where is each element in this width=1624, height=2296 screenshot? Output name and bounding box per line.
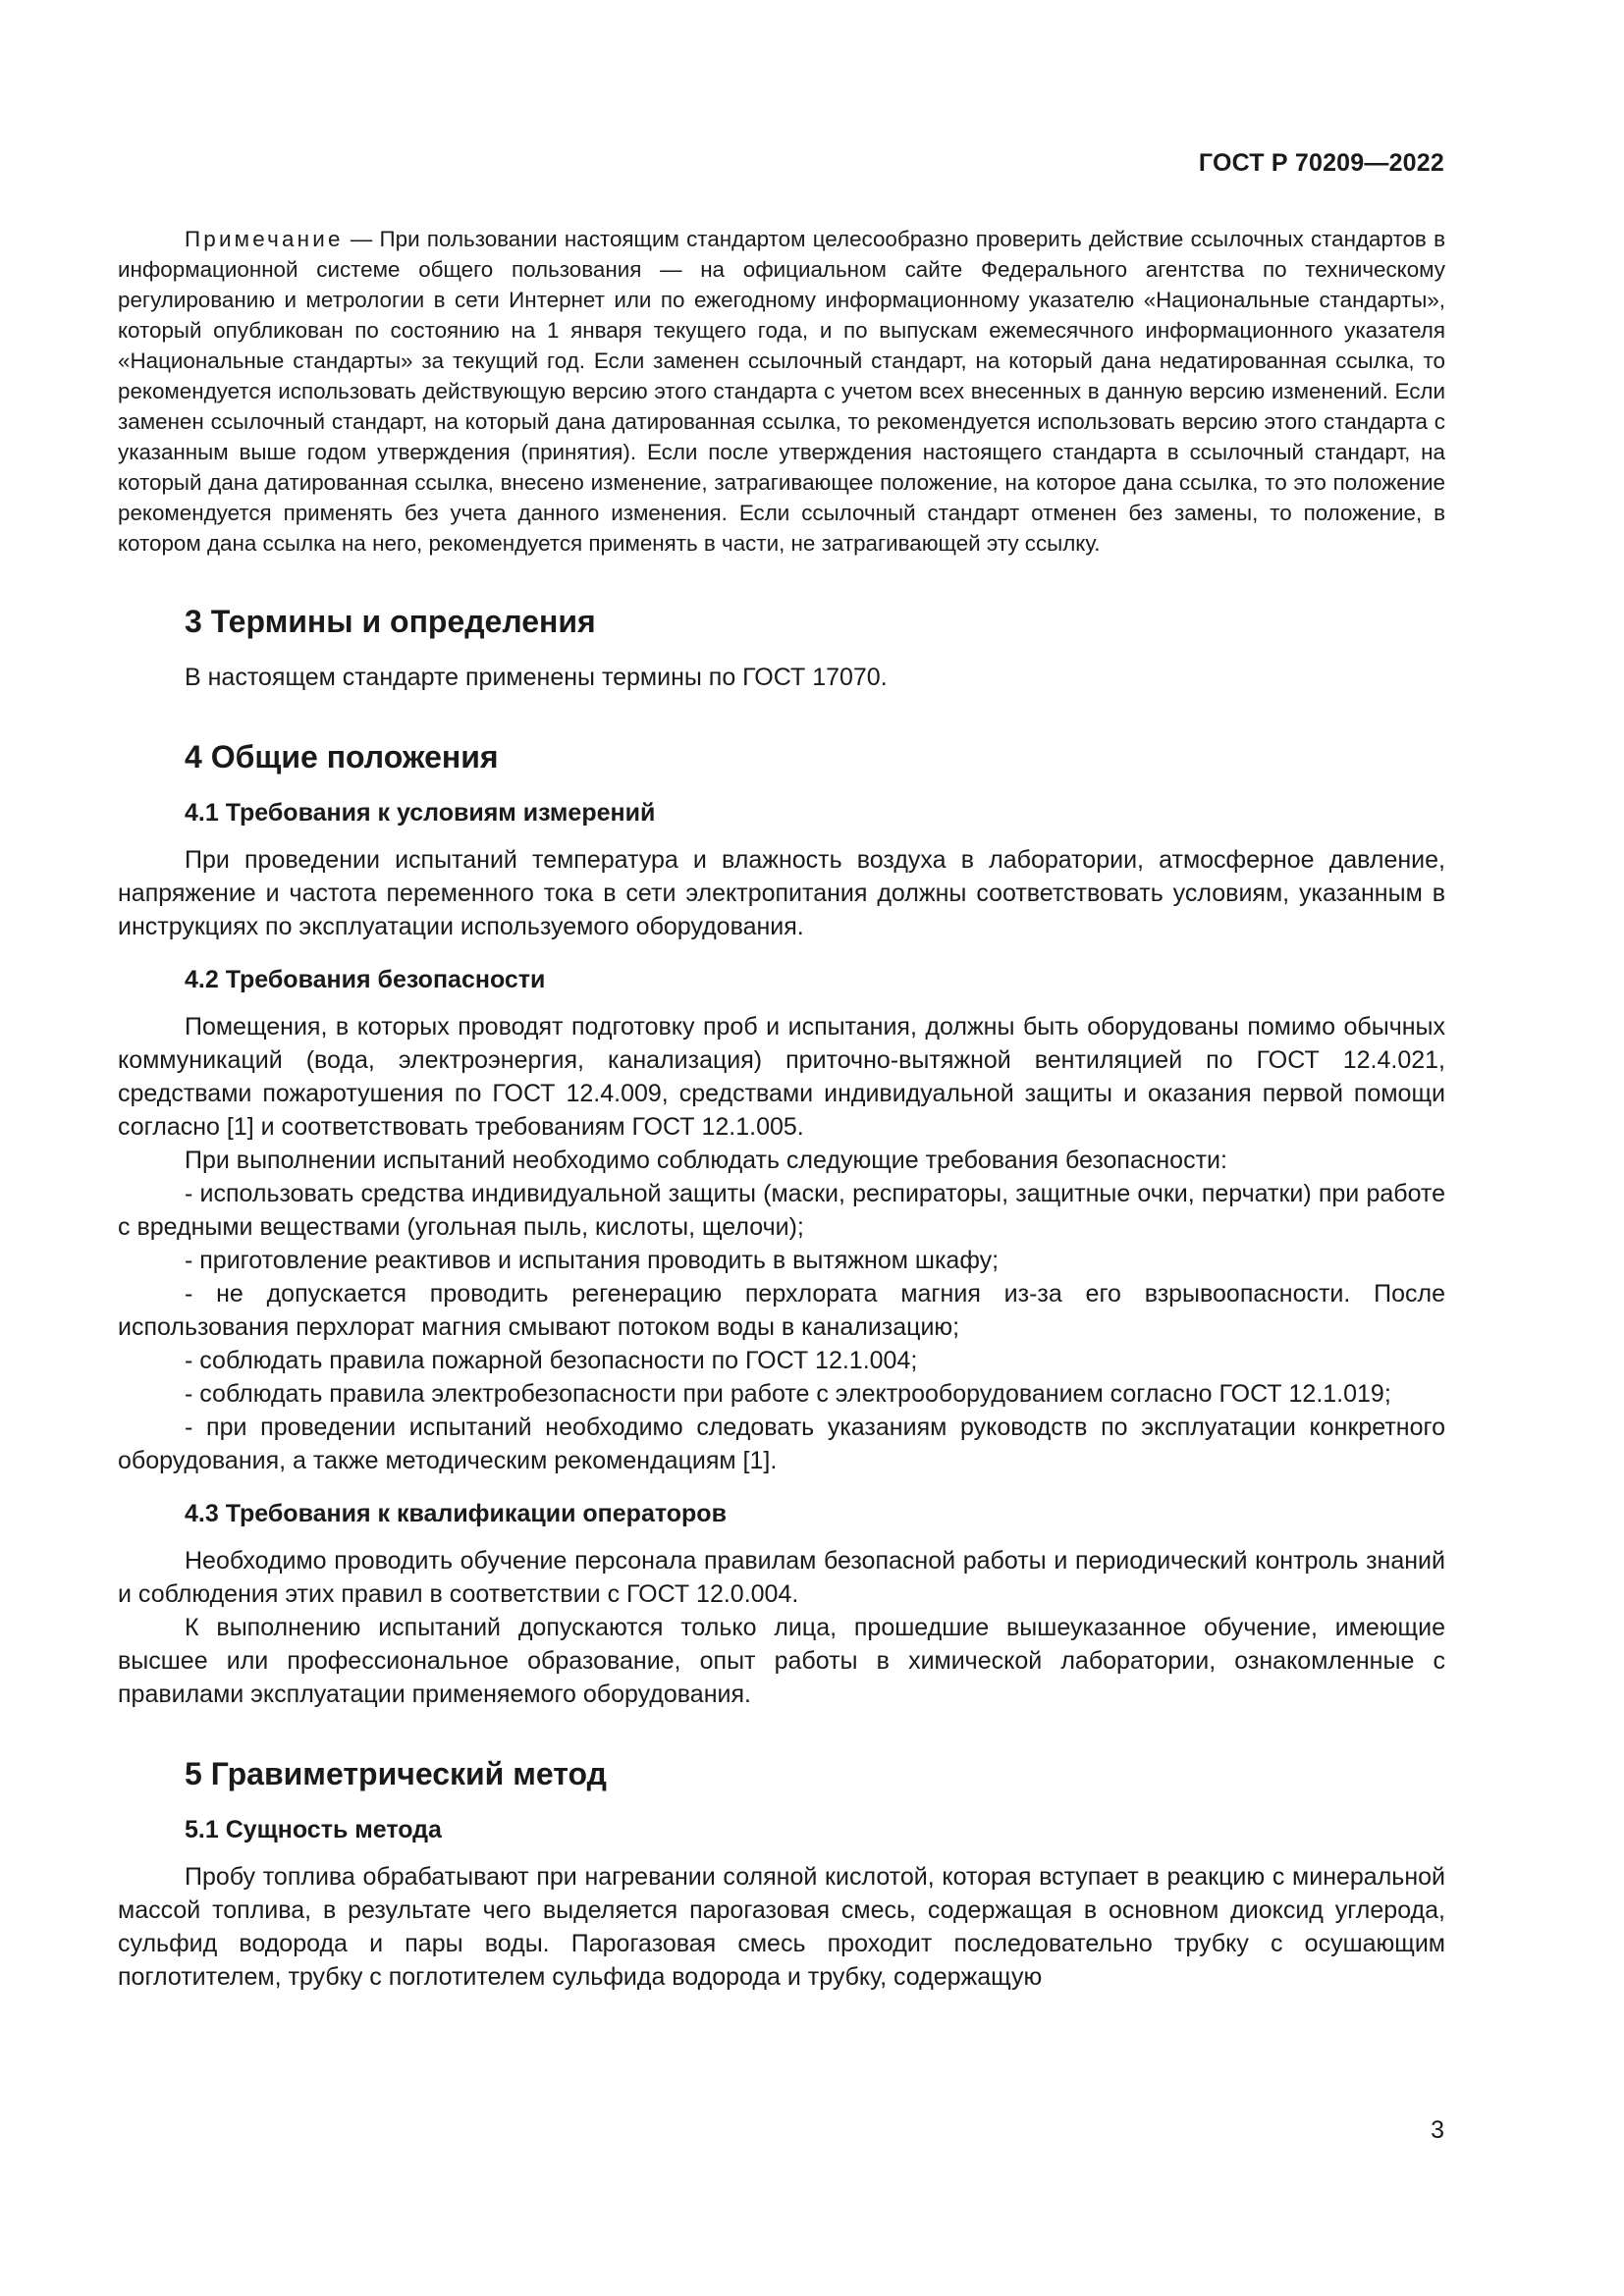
document-code: ГОСТ Р 70209—2022: [1198, 149, 1444, 177]
section-4-2-paragraph: Помещения, в которых проводят подготовку проб и испытания, должны быть оборудованы помимо обычных коммуникаций (вода, электроэнергия, канализация) приточно-вытяжной вентиляцией по ГОСТ 12.4.021, средствами пожаротушения по ГОСТ 12.4.009, средствами индивидуальной защиты и оказания первой помощи согласно [1] и соответствовать требованиям ГОСТ 12.1.005.: [118, 1013, 1445, 1141]
document-body: [118, 224, 1445, 1994]
safety-list-item: - соблюдать правила пожарной безопасности по ГОСТ 12.1.004;: [185, 1347, 918, 1374]
safety-list-item: - приготовление реактивов и испытания проводить в вытяжном шкафу;: [185, 1247, 1000, 1274]
note-text: — При пользовании настоящим стандартом целесообразно проверить действие ссылочных стандартов в информационной системе общего пользования — на официальном сайте Федерального агентства по техническому регулированию и метрологии в сети Интернет или по ежегодному информационному указателю «Национальные стандарты», который опубликован по состоянию на 1 января текущего года, и по выпускам ежемесячного информационного указателя «Национальные стандарты» за текущий год. Если заменен ссылочный стандарт, на который дана недатированная ссылка, то рекомендуется использовать действующую версию этого стандарта с учетом всех внесенных в данную версию изменений. Если заменен ссылочный стандарт, на который дана датированная ссылка, то рекомендуется использовать версию этого стандарта с указанным выше годом утверждения (принятия). Если после утверждения настоящего стандарта в ссылочный стандарт, на который дана датированная ссылка, внесено изменение, затрагивающее положение, на которое дана ссылка, то это положение рекомендуется применять без учета данного изменения. Если ссылочный стандарт отменен без замены, то положение, в котором дана ссылка на него, рекомендуется применять в части, не затрагивающей эту ссылку.: [118, 227, 1445, 556]
section-3-title: 3 Термины и определения: [185, 604, 596, 639]
section-4-3-paragraph: К выполнению испытаний допускаются только лица, прошедшие вышеуказанное обучение, имеющие высшее или профессиональное образование, опыт работы в химической лаборатории, ознакомленные с правилами эксплуатации применяемого оборудования.: [118, 1614, 1445, 1708]
page-number: 3: [1431, 2116, 1444, 2144]
section-4-1-paragraph: При проведении испытаний температура и влажность воздуха в лаборатории, атмосферное давление, напряжение и частота переменного тока в сети электропитания должны соответствовать условиям, указанным в инструкциях по эксплуатации используемого оборудования.: [118, 846, 1445, 940]
reference-note: [118, 224, 1445, 559]
note-label: Примечание: [185, 227, 344, 251]
section-5-1-paragraph: Пробу топлива обрабатывают при нагревании соляной кислотой, которая вступает в реакцию с минеральной массой топлива, в результате чего выделяется парогазовая смесь, содержащая в основном диоксид углерода, сульфид водорода и пары воды. Парогазовая смесь проходит последовательно трубку с осушающим поглотителем, трубку с поглотителем сульфида водорода и трубку, содержащую: [118, 1863, 1445, 1991]
safety-list-item: - при проведении испытаний необходимо следовать указаниям руководств по эксплуатации конкретного оборудования, а также методическим рекомендациям [1].: [118, 1414, 1445, 1474]
section-4-2-paragraph: При выполнении испытаний необходимо соблюдать следующие требования безопасности:: [185, 1147, 1227, 1174]
safety-list-item: - не допускается проводить регенерацию перхлората магния из-за его взрывоопасности. После использования перхлорат магния смывают потоком воды в канализацию;: [118, 1280, 1445, 1341]
section-5-title: 5 Гравиметрический метод: [185, 1756, 607, 1791]
section-4-1-title: 4.1 Требования к условиям измерений: [185, 799, 656, 827]
section-4-3-title: 4.3 Требования к квалификации операторов: [185, 1500, 727, 1527]
section-4-2-title: 4.2 Требования безопасности: [185, 966, 546, 993]
safety-list-item: - использовать средства индивидуальной защиты (маски, респираторы, защитные очки, перчатки) при работе с вредными веществами (угольная пыль, кислоты, щелочи);: [118, 1180, 1445, 1241]
section-4-title: 4 Общие положения: [185, 739, 499, 774]
section-5-1-title: 5.1 Сущность метода: [185, 1816, 442, 1843]
section-4-3-paragraph: Необходимо проводить обучение персонала правилам безопасной работы и периодический контроль знаний и соблюдения этих правил в соответствии с ГОСТ 12.0.004.: [118, 1547, 1445, 1608]
section-3-paragraph: В настоящем стандарте применены термины по ГОСТ 17070.: [185, 664, 888, 691]
safety-list-item: - соблюдать правила электробезопасности при работе с электрооборудованием согласно ГОСТ 12.1.019;: [185, 1380, 1391, 1408]
